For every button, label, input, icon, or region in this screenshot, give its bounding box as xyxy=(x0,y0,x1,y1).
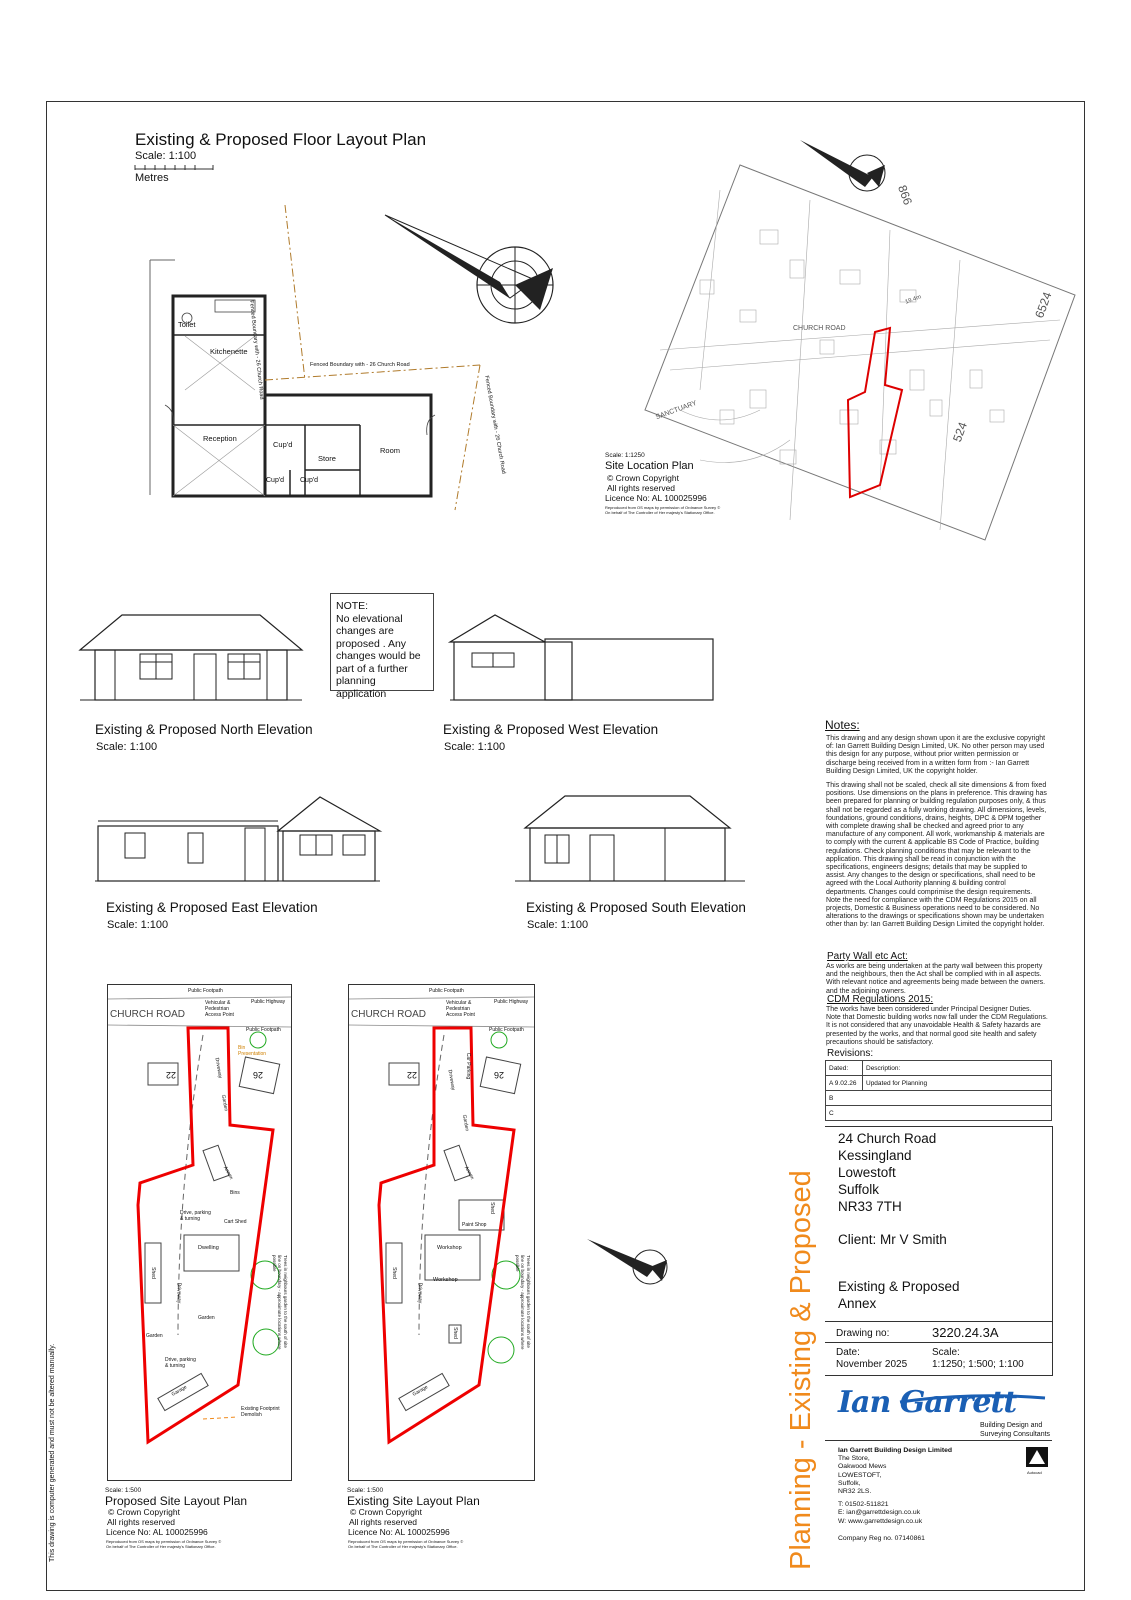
room-reception: Reception xyxy=(203,434,237,443)
site-plan-north-arrow-icon xyxy=(585,1235,675,1290)
proposed-label: Garden xyxy=(146,1333,163,1339)
existing-label: Workshop xyxy=(437,1245,462,1251)
map-label-6524: 6524 xyxy=(1032,290,1055,320)
proposed-label: Bins xyxy=(230,1190,240,1196)
proposed-label: Annex xyxy=(221,1165,235,1181)
site-location-rights: All rights reserved xyxy=(607,483,676,493)
existing-label: Public Footpath xyxy=(429,988,464,994)
brand-tagline-2: Surveying Consultants xyxy=(980,1431,1051,1438)
east-elevation-title: Existing & Proposed East Elevation xyxy=(106,900,318,915)
scale-bar xyxy=(135,163,215,171)
proposed-label: 22 xyxy=(166,1070,177,1080)
company-web: W: www.garrettdesign.co.uk xyxy=(838,1517,923,1525)
existing-label: Garden xyxy=(460,1114,470,1132)
room-room: Room xyxy=(380,446,401,455)
existing-copyright: © Crown Copyright xyxy=(350,1507,422,1517)
company-reg: Company Reg no. 07140861 xyxy=(838,1534,925,1542)
site-location-scale: Scale: 1:1250 xyxy=(605,452,645,459)
existing-behalf: On behalf of The Controller of Her majesty's Stationary Office. xyxy=(348,1544,458,1549)
existing-label: Garage xyxy=(411,1384,430,1398)
drawing-title-line: Existing & Proposed xyxy=(838,1279,960,1294)
existing-label: 22 xyxy=(407,1070,418,1080)
proposed-label: Public Highway xyxy=(251,999,286,1005)
brand-tagline-1: Building Design and xyxy=(980,1422,1043,1429)
existing-label: Car Parking xyxy=(465,1052,472,1080)
revision-id: C xyxy=(826,1106,1052,1121)
scale-label: Scale: xyxy=(932,1347,960,1358)
existing-road-label: CHURCH ROAD xyxy=(351,1009,426,1020)
site-location-map xyxy=(640,160,1080,550)
east-elevation-scale: Scale: 1:100 xyxy=(107,919,169,931)
notes-body xyxy=(826,735,1048,936)
revisions-header-row xyxy=(826,1061,1052,1076)
company-name: Ian Garrett Building Design Limited xyxy=(838,1447,953,1454)
scale-value: 1:1250; 1:500; 1:100 xyxy=(932,1359,1024,1370)
boundary-label-3: Fenced Boundary with - 26 Church Road xyxy=(483,375,507,475)
map-sanctuary-label: SANCTUARY xyxy=(654,399,698,422)
date-value: November 2025 xyxy=(836,1359,908,1370)
site-location-copyright: © Crown Copyright xyxy=(607,473,679,483)
proposed-label: Driveway xyxy=(213,1057,224,1079)
room-cupd-2: Cup'd xyxy=(266,477,285,484)
existing-label: Public Footpath xyxy=(489,1027,524,1033)
revision-row xyxy=(826,1106,1052,1121)
cdm-heading: CDM Regulations 2015: xyxy=(827,994,934,1005)
proposed-label: Public Footpath xyxy=(246,1027,281,1033)
proposed-label: Cart Shed xyxy=(224,1219,247,1225)
revision-row xyxy=(826,1091,1052,1106)
west-elevation-drawing xyxy=(450,612,720,704)
revisions-heading: Revisions: xyxy=(827,1048,874,1059)
drawing-title-line: Annex xyxy=(838,1296,877,1311)
company-address-line: Suffolk, xyxy=(838,1479,861,1487)
proposed-label: Driveway xyxy=(175,1282,182,1304)
floor-plan-drawing xyxy=(145,200,495,520)
notes-paragraph: This drawing shall not be scaled, check all site dimensions & from fixed positions. Use dimensions on the plans in preference. This drawing has been prepared for planning or building regulation purposes only, & thus shall not be regarded as a fully working drawing. All dimensions, levels, foundations, ground conditions, drains, heights, DPC & DPM together with complete drawing shall be checked and agreed prior to any manufacture of any component. All work, workmanship & materials are to comply with the current & applicable BS Code of Practice, building regulations. Check planning conditions that may be relevant to the application. This drawing shall be read in conjunction with the specifications, engineers designs; details that may be supplied to assist. Any changes to the design or specifications, shall need to be agreed with the Local Authority planning & building control departments. Changes could comprimise the design requirements. Note the need for compliance with the CDM Regulations 2015 on all projects, Domestic & Business operations need to be considered. No alterations to the drawings or specifications shown may be undertaken other than by: Ian Garrett Building Design Limited the copyright holder. xyxy=(826,782,1047,929)
room-cupd-3: Cup'd xyxy=(300,477,319,484)
proposed-label: Drive, parking & turning xyxy=(165,1357,196,1369)
revision-id: A 9.02.26 xyxy=(826,1076,863,1091)
floor-plan-title: Existing & Proposed Floor Layout Plan xyxy=(135,130,427,149)
proposed-label: Shed xyxy=(149,1267,156,1279)
note-line: part of a further xyxy=(336,662,408,675)
company-address-line: NR32 2LS. xyxy=(838,1488,872,1496)
company-email: E: ian@garrettdesign.co.uk xyxy=(838,1509,921,1517)
note-heading: NOTE: xyxy=(336,600,369,612)
proposed-label: Garden xyxy=(198,1315,215,1321)
room-store: Store xyxy=(318,454,336,463)
site-location-behalf: On behalf of The Controller of Her majesty's Stationary Office. xyxy=(605,510,715,515)
proposed-label: 26 xyxy=(253,1070,264,1080)
existing-reproduced: Reproduced from OS maps by permission of Ordnance Survey © xyxy=(348,1539,464,1544)
drawing-title xyxy=(838,1278,960,1312)
proposed-label: Garden xyxy=(219,1094,229,1112)
client: Client: Mr V Smith xyxy=(838,1232,947,1247)
existing-label: Trees in neighbours garden to the south of site line on boundary - approximate locations where possible xyxy=(515,1255,531,1350)
proposed-label: Garage xyxy=(170,1384,189,1398)
floor-plan-scale: Scale: 1:100 xyxy=(135,150,197,162)
map-label-866: 866 xyxy=(895,183,916,207)
existing-label: Shed xyxy=(488,1202,495,1214)
company-block xyxy=(838,1447,952,1543)
address-line: Kessingland xyxy=(838,1148,912,1163)
west-elevation-scale: Scale: 1:100 xyxy=(444,741,506,753)
south-elevation-drawing xyxy=(515,793,750,885)
address-line: Lowestoft xyxy=(838,1165,896,1180)
drawing-no-label: Drawing no: xyxy=(836,1328,890,1339)
address-line: 24 Church Road xyxy=(838,1131,937,1146)
existing-title: Existing Site Layout Plan xyxy=(347,1494,480,1508)
site-location-licence: Licence No: AL 100025996 xyxy=(605,493,707,503)
north-elevation-title: Existing & Proposed North Elevation xyxy=(95,722,313,737)
note-line: No elevational xyxy=(336,612,403,625)
note-line: planning application xyxy=(336,675,387,700)
cdm-text: The works have been considered under Principal Designer Duties. Note that Domestic building works now fall under the CDM Regulations. It is not considered that any unavoidable Health & Safety hazards are presented by the works, and that normal good site health and safety precautions should be satisfactory. xyxy=(826,1006,1048,1046)
notes-heading: Notes: xyxy=(825,718,860,732)
notes-paragraph: This drawing and any design shown upon it are the exclusive copyright of: Ian Garrett Building Design Limited, UK. No other person may used this design for any purpose, without prior written permission or discharge being received from in a written form from :- Ian Garrett Building Design Limited, UK the copyright holder. xyxy=(826,735,1046,775)
proposed-label: Vehicular & Pedestrian Access Point xyxy=(205,1000,234,1018)
date-label: Date: xyxy=(836,1347,860,1358)
proposed-reproduced: Reproduced from OS maps by permission of Ordnance Survey © xyxy=(106,1539,222,1544)
divider xyxy=(825,1375,1052,1376)
side-note: This drawing is computer generated and must not be altered manually. xyxy=(49,1343,56,1562)
room-toilet: Toilet xyxy=(178,320,196,329)
divider xyxy=(1052,1126,1053,1376)
vertical-title: Planning - Existing & Proposed xyxy=(785,1170,817,1570)
company-address-line: Oakwood Mews xyxy=(838,1463,887,1471)
map-label-524: 524 xyxy=(950,420,971,444)
existing-label: Driveway xyxy=(416,1282,423,1304)
room-kitchenette: Kitchenette xyxy=(210,347,248,356)
address-line: NR33 7TH xyxy=(838,1199,902,1214)
existing-label: Paint Shop xyxy=(462,1222,487,1228)
map-road-label: CHURCH ROAD xyxy=(793,325,846,332)
boundary-label-1: Fenced Boundary with - 26 Church Road xyxy=(248,300,265,400)
divider xyxy=(825,1440,1052,1441)
proposed-behalf: On behalf of The Controller of Her majesty's Stationary Office. xyxy=(106,1544,216,1549)
site-location-title: Site Location Plan xyxy=(605,460,694,472)
existing-label: Public Highway xyxy=(494,999,529,1005)
note-line: changes are xyxy=(336,625,394,637)
boundary-label-2: Fenced Boundary with - 26 Church Road xyxy=(310,362,410,368)
divider xyxy=(825,1126,1052,1127)
existing-label: Vehicular & Pedestrian Access Point xyxy=(446,1000,475,1018)
autocad-label: Autocad xyxy=(1027,1470,1042,1475)
existing-label: Annex xyxy=(462,1165,476,1181)
proposed-rights: All rights reserved xyxy=(107,1517,176,1527)
divider xyxy=(825,1321,1052,1322)
map-label-height: 19.4m xyxy=(904,294,923,306)
site-north-arrow-icon xyxy=(795,135,895,195)
note-box xyxy=(330,593,434,700)
existing-label: Driveway xyxy=(446,1069,457,1091)
existing-rights: All rights reserved xyxy=(349,1517,418,1527)
north-elevation-scale: Scale: 1:100 xyxy=(96,741,158,753)
west-elevation-title: Existing & Proposed West Elevation xyxy=(443,722,659,737)
existing-site-plan xyxy=(348,984,535,1481)
proposed-label: Bin Presentation xyxy=(238,1045,267,1057)
revision-row xyxy=(826,1076,1052,1091)
logo-swoosh-icon xyxy=(900,1388,1050,1418)
existing-label: Workshop xyxy=(433,1277,458,1283)
existing-label: Shed xyxy=(390,1267,397,1279)
revisions-col-desc: Description: xyxy=(863,1061,1052,1076)
proposed-licence: Licence No: AL 100025996 xyxy=(106,1527,208,1537)
address-line: Suffolk xyxy=(838,1182,880,1197)
room-cupd-1: Cup'd xyxy=(273,440,293,449)
company-tel: T: 01502-511821 xyxy=(838,1501,889,1509)
logo-text: Ian Garrett xyxy=(838,1385,1017,1420)
proposed-title: Proposed Site Layout Plan xyxy=(105,1494,248,1508)
proposed-label: Trees in neighbours garden to the south of site line on boundary - approximate locations where possible xyxy=(272,1255,288,1350)
note-line: proposed . Any xyxy=(336,637,407,650)
south-elevation-scale: Scale: 1:100 xyxy=(527,919,589,931)
proposed-label: Drive, parking & turning xyxy=(180,1210,211,1222)
party-wall-heading: Party Wall etc Act: xyxy=(827,951,908,962)
revisions-col-dated: Dated: xyxy=(826,1061,863,1076)
note-line: changes would be xyxy=(336,650,421,662)
party-wall-text: As works are being undertaken at the party wall between this property and the neighbours, then the Act shall be complied with in all aspects. With relevant notice and agreements being made between the owners. and the adjoining owners. xyxy=(826,963,1046,995)
address-block xyxy=(838,1130,936,1215)
existing-licence: Licence No: AL 100025996 xyxy=(348,1527,450,1537)
site-location-reproduced: Reproduced from OS maps by permission of Ordnance Survey © xyxy=(605,505,721,510)
existing-scale: Scale: 1:500 xyxy=(347,1487,384,1494)
divider xyxy=(825,1342,1052,1343)
existing-site-drawing xyxy=(349,985,535,1481)
existing-label: Shed xyxy=(451,1327,458,1339)
proposed-scale: Scale: 1:500 xyxy=(105,1487,142,1494)
revision-id: B xyxy=(826,1091,1052,1106)
east-elevation-drawing xyxy=(95,793,395,885)
proposed-site-plan xyxy=(107,984,292,1481)
proposed-label: Dwelling xyxy=(198,1245,219,1251)
proposed-road-label: CHURCH ROAD xyxy=(110,1009,185,1020)
floor-plan-units: Metres xyxy=(135,172,169,184)
proposed-label: Public Footpath xyxy=(188,988,223,994)
company-address-line: The Store, xyxy=(838,1455,870,1463)
revision-desc: Updated for Planning xyxy=(863,1076,1052,1091)
proposed-copyright: © Crown Copyright xyxy=(108,1507,180,1517)
south-elevation-title: Existing & Proposed South Elevation xyxy=(526,900,746,915)
proposed-label: Existing Footprint Demolish xyxy=(241,1406,280,1418)
company-address-line: LOWESTOFT, xyxy=(838,1471,882,1479)
revisions-table xyxy=(825,1060,1052,1121)
drawing-no: 3220.24.3A xyxy=(932,1325,999,1340)
existing-label: 26 xyxy=(494,1070,505,1080)
north-elevation-drawing xyxy=(80,612,310,704)
